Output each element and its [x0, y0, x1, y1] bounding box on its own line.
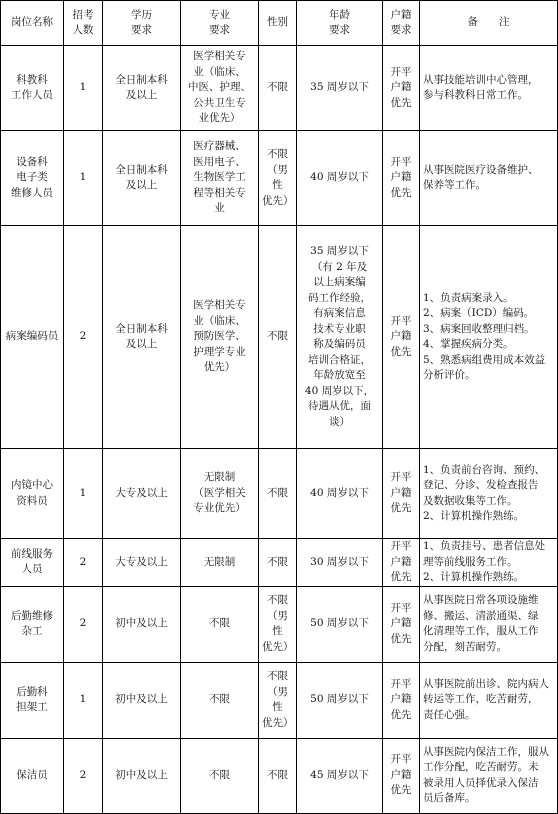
- post-cell-line: 科教科: [16, 73, 48, 86]
- education-cell: [103, 662, 181, 738]
- major-cell-line: 不限: [209, 768, 230, 781]
- remarks-cell-line: 4、掌握疾病分类。: [423, 338, 514, 350]
- age-cell-line: 50 周岁以下: [310, 693, 369, 706]
- count-cell: 2: [64, 586, 103, 662]
- age-cell: [297, 738, 383, 813]
- hukou-cell-line: 开平: [390, 314, 412, 327]
- gender-cell-line: 不限: [267, 768, 288, 781]
- remarks-cell-line: 1、负责挂号、患者信息处: [423, 540, 546, 552]
- age-cell: [297, 586, 383, 662]
- education-cell-line: 及以上: [125, 338, 158, 350]
- post-cell-line: 内镜中心: [11, 479, 53, 491]
- age-cell-line: 技术专业职: [313, 322, 366, 335]
- post-cell: [1, 586, 64, 662]
- age-cell-line: 谈）: [329, 415, 350, 428]
- age-cell: [297, 46, 383, 131]
- header-text: 要求: [209, 24, 230, 36]
- age-cell-line: 以上病案编: [313, 276, 366, 288]
- major-cell-line: 优先）: [203, 361, 236, 374]
- major-cell: [181, 586, 259, 662]
- post-cell-line: 保洁员: [16, 768, 48, 781]
- major-cell-line: 护理学专业: [193, 345, 246, 358]
- count-cell: 1: [64, 46, 103, 131]
- hukou-cell-line: 优先: [390, 784, 412, 797]
- gender-cell: [259, 226, 297, 449]
- age-cell-line: （有 2 年及: [311, 260, 368, 273]
- hukou-cell: [383, 738, 420, 813]
- gender-cell-line: （男性: [267, 685, 288, 713]
- remarks-cell: [420, 131, 558, 226]
- age-cell-line: 培训合格证，: [308, 353, 371, 366]
- age-cell-line: 40 周岁以下，: [304, 384, 375, 397]
- remarks-cell-line: 登记、分诊、发检查报告: [423, 479, 539, 491]
- header-text: 岗位名称: [11, 16, 53, 29]
- education-cell-line: 全日制本科: [115, 322, 168, 335]
- age-cell-line: 40 周岁以下: [310, 171, 369, 184]
- major-cell-line: 医疗器械、: [193, 140, 246, 153]
- hukou-cell: [383, 586, 420, 662]
- post-cell: [1, 539, 64, 587]
- major-cell-line: 医用电子、: [193, 155, 246, 168]
- gender-cell-line: 不限: [267, 81, 288, 94]
- gender-cell-line: 不限: [267, 555, 288, 568]
- hukou-cell: [383, 131, 420, 226]
- age-cell-line: 30 周岁以下: [310, 555, 369, 568]
- age-cell-line: 45 周岁以下: [310, 768, 369, 781]
- remarks-cell-line: 从事医院前出诊、院内病人: [423, 677, 549, 690]
- major-cell-line: 专业优先）: [193, 502, 246, 515]
- major-cell-line: 不限: [209, 617, 230, 630]
- table-row: [1, 738, 558, 813]
- header-text: 备 注: [467, 16, 510, 29]
- major-cell-line: 预防医学、: [193, 330, 246, 343]
- major-cell: [181, 226, 259, 449]
- remarks-cell-line: 分配，刻苦耐劳。: [423, 640, 507, 653]
- remarks-cell: [420, 738, 558, 813]
- major-cell-line: 生物医学工: [193, 171, 246, 184]
- major-cell-line: 业（临床、: [193, 314, 246, 327]
- hukou-cell: [383, 46, 420, 131]
- major-cell: [181, 46, 259, 131]
- education-cell-line: 初中及以上: [115, 768, 168, 781]
- education-cell-line: 大专及以上: [115, 486, 168, 499]
- count-cell: 1: [64, 449, 103, 539]
- gender-cell: [259, 738, 297, 813]
- hukou-cell-line: 户籍: [390, 693, 412, 706]
- age-cell-line: 码工作经验，: [308, 291, 371, 304]
- remarks-cell-line: 被录用人员择优录入保洁: [423, 776, 539, 789]
- post-cell-line: 资料员: [16, 494, 48, 507]
- remarks-cell-line: 2、计算机操作熟练。: [423, 571, 525, 583]
- education-cell-line: 初中及以上: [115, 617, 168, 630]
- remarks-cell-line: 理等前线服务工作。: [423, 555, 518, 568]
- remarks-cell-line: 1、负责前台咨询、预约、: [423, 463, 546, 476]
- gender-cell-line: 不限: [267, 330, 288, 343]
- age-cell-line: 40 周岁以下: [310, 486, 369, 499]
- hukou-cell-line: 开平: [390, 540, 412, 552]
- gender-cell: [259, 662, 297, 738]
- major-cell-line: 业优先）: [198, 112, 241, 125]
- gender-cell: [259, 449, 297, 539]
- hukou-cell: [383, 539, 420, 587]
- remarks-cell-line: 及数据收集等工作。: [423, 494, 518, 507]
- table-row: [1, 131, 558, 226]
- gender-cell: [259, 46, 297, 131]
- table-row: [1, 539, 558, 587]
- major-cell-line: 业（临床、: [193, 65, 246, 78]
- major-cell-line: 公共卫生专: [193, 96, 246, 109]
- age-cell-line: 称及编码员: [313, 338, 366, 350]
- hukou-cell: [383, 662, 420, 738]
- count-cell: 1: [64, 131, 103, 226]
- gender-cell-line: 不限: [267, 486, 288, 499]
- age-cell-line: 有病案信息: [313, 307, 366, 319]
- gender-cell: [259, 586, 297, 662]
- hukou-cell-line: 开平: [390, 471, 412, 484]
- post-cell: [1, 449, 64, 539]
- hukou-cell-line: 开平: [390, 65, 412, 78]
- header-text: 性别: [267, 16, 288, 29]
- post-cell: [1, 662, 64, 738]
- hukou-cell-line: 开平: [390, 601, 412, 614]
- hukou-cell-line: 优先: [390, 345, 412, 358]
- header-text: 要求: [329, 24, 350, 36]
- remarks-cell: [420, 449, 558, 539]
- header-text: 户籍: [390, 8, 412, 21]
- education-cell-line: 全日制本科: [115, 73, 168, 86]
- count-cell: 2: [64, 539, 103, 587]
- gender-cell: [259, 131, 297, 226]
- major-cell-line: 不限: [209, 693, 230, 706]
- remarks-cell-line: 从事医院医疗设备维护、: [423, 163, 539, 176]
- remarks-cell-line: 化清理等工作，服从工作: [423, 625, 539, 637]
- age-cell: [297, 226, 383, 449]
- post-cell-line: 杂工: [21, 625, 43, 637]
- header-major: [181, 1, 259, 46]
- hukou-cell: [383, 226, 420, 449]
- education-cell: [103, 539, 181, 587]
- hukou-cell-line: 开平: [390, 677, 412, 690]
- remarks-cell-line: 参与科教科日常工作。: [423, 89, 528, 101]
- major-cell: [181, 131, 259, 226]
- hukou-cell-line: 户籍: [390, 81, 412, 94]
- remarks-cell-line: 从事技能培训中心管理，: [423, 73, 539, 86]
- education-cell: [103, 738, 181, 813]
- hukou-cell: [383, 449, 420, 539]
- header-age: [297, 1, 383, 46]
- remarks-cell-line: 转运等工作，吃苦耐劳，: [423, 693, 539, 706]
- post-cell-line: 担架工: [16, 701, 48, 713]
- hukou-cell-line: 户籍: [390, 555, 412, 568]
- table-row: [1, 46, 558, 131]
- header-row: [1, 1, 558, 46]
- hukou-cell-line: 户籍: [390, 617, 412, 630]
- major-cell-line: 程等相关专: [193, 186, 246, 199]
- major-cell-line: 医学相关专: [193, 50, 246, 63]
- gender-cell-line: （男性: [267, 609, 288, 637]
- table-row: [1, 226, 558, 449]
- header-text: 专业: [209, 8, 230, 21]
- header-count: [64, 1, 103, 46]
- hukou-cell-line: 优先: [390, 708, 412, 721]
- major-cell: [181, 539, 259, 587]
- education-cell-line: 大专及以上: [115, 555, 168, 568]
- age-cell-line: 年龄放宽至: [313, 369, 366, 381]
- post-cell: [1, 46, 64, 131]
- major-cell-line: （医学相关: [193, 486, 246, 499]
- major-cell-line: 医学相关专: [193, 299, 246, 312]
- remarks-cell-line: 责任心强。: [423, 708, 476, 721]
- remarks-cell-line: 2、病案（ICD）编码。: [423, 307, 535, 319]
- education-cell-line: 及以上: [125, 179, 158, 191]
- remarks-cell: [420, 226, 558, 449]
- age-cell-line: 待遇从优，面: [308, 400, 371, 412]
- post-cell: [1, 131, 64, 226]
- gender-cell-line: 优先）: [262, 640, 294, 653]
- hukou-cell-line: 户籍: [390, 768, 412, 781]
- hukou-cell-line: 户籍: [390, 486, 412, 499]
- header-text: 要求: [131, 24, 152, 36]
- gender-cell-line: （男性: [267, 163, 288, 191]
- header-text: 招考: [72, 8, 94, 21]
- hukou-cell-line: 开平: [390, 155, 412, 168]
- remarks-cell-line: 1、负责病案录入。: [423, 291, 514, 304]
- education-cell: [103, 131, 181, 226]
- major-cell-line: 业: [214, 202, 225, 215]
- gender-cell-line: 不限: [267, 594, 288, 606]
- major-cell-line: 无限制: [203, 471, 236, 484]
- hukou-cell-line: 优先: [390, 502, 412, 515]
- education-cell: [103, 449, 181, 539]
- remarks-cell-line: 2、计算机操作熟练。: [423, 510, 525, 522]
- major-cell: [181, 662, 259, 738]
- gender-cell-line: 不限: [267, 670, 288, 682]
- header-text: 学历: [131, 8, 152, 21]
- age-cell-line: 35 周岁以下: [310, 245, 369, 257]
- remarks-cell-line: 3、病案回收整理归档。: [423, 322, 535, 335]
- post-cell-line: 后勤维修: [11, 609, 53, 622]
- post-cell: [1, 738, 64, 813]
- remarks-cell-line: 分析评价。: [423, 369, 476, 381]
- header-remarks: [420, 1, 558, 46]
- hukou-cell-line: 户籍: [390, 171, 412, 184]
- gender-cell-line: 不限: [267, 148, 288, 160]
- count-cell: 2: [64, 226, 103, 449]
- age-cell: [297, 131, 383, 226]
- age-cell: [297, 449, 383, 539]
- table-row: [1, 449, 558, 539]
- post-cell-line: 人员: [21, 563, 43, 576]
- gender-cell-line: 优先）: [262, 194, 294, 207]
- gender-cell-line: 优先）: [262, 716, 294, 729]
- gender-cell: [259, 539, 297, 587]
- post-cell-line: 前线服务: [11, 547, 53, 560]
- header-education: [103, 1, 181, 46]
- post-cell-line: 维修人员: [11, 186, 53, 199]
- table-body: [1, 46, 558, 814]
- remarks-cell-line: 修、搬运、清淤通渠、绿: [423, 609, 539, 622]
- hukou-cell-line: 户籍: [390, 330, 412, 343]
- header-post: [1, 1, 64, 46]
- education-cell-line: 初中及以上: [115, 693, 168, 706]
- remarks-cell: [420, 586, 558, 662]
- hukou-cell-line: 优先: [390, 186, 412, 199]
- post-cell-line: 工作人员: [11, 89, 53, 101]
- remarks-cell: [420, 539, 558, 587]
- age-cell: [297, 662, 383, 738]
- major-cell: [181, 738, 259, 813]
- header-text: 人数: [72, 24, 94, 36]
- post-cell-line: 设备科: [16, 155, 48, 168]
- remarks-cell-line: 5、熟悉病组费用成本效益: [423, 353, 546, 366]
- hukou-cell-line: 优先: [390, 571, 412, 583]
- age-cell-line: 50 周岁以下: [310, 617, 369, 630]
- major-cell: [181, 449, 259, 539]
- hukou-cell-line: 开平: [390, 753, 412, 766]
- post-cell-line: 后勤科: [16, 685, 48, 698]
- remarks-cell-line: 工作分配，吃苦耐劳。未: [423, 761, 539, 773]
- remarks-cell-line: 员后备库。: [423, 792, 476, 804]
- hukou-cell-line: 优先: [390, 96, 412, 109]
- age-cell-line: 35 周岁以下: [310, 81, 369, 94]
- count-cell: 2: [64, 738, 103, 813]
- remarks-cell-line: 保养等工作。: [423, 179, 486, 191]
- post-cell-line: 电子类: [16, 171, 48, 184]
- remarks-cell-line: 从事医院日常各项设施维: [423, 594, 539, 606]
- post-cell: [1, 226, 64, 449]
- remarks-cell: [420, 662, 558, 738]
- hukou-cell-line: 优先: [390, 632, 412, 645]
- education-cell-line: 及以上: [125, 89, 158, 101]
- header-text: 年龄: [329, 8, 350, 21]
- post-cell-line: 病案编码员: [5, 330, 59, 343]
- age-cell: [297, 539, 383, 587]
- major-cell-line: 无限制: [203, 555, 236, 568]
- remarks-cell: [420, 46, 558, 131]
- table-row: [1, 662, 558, 738]
- education-cell: [103, 226, 181, 449]
- table-row: [1, 586, 558, 662]
- header-hukou: [383, 1, 420, 46]
- header-text: 要求: [390, 24, 412, 36]
- remarks-cell-line: 从事医院内保洁工作，服从: [423, 745, 549, 758]
- education-cell-line: 全日制本科: [115, 163, 168, 176]
- major-cell-line: 中医、护理、: [188, 81, 251, 94]
- header-gender: [259, 1, 297, 46]
- count-cell: 1: [64, 662, 103, 738]
- education-cell: [103, 46, 181, 131]
- education-cell: [103, 586, 181, 662]
